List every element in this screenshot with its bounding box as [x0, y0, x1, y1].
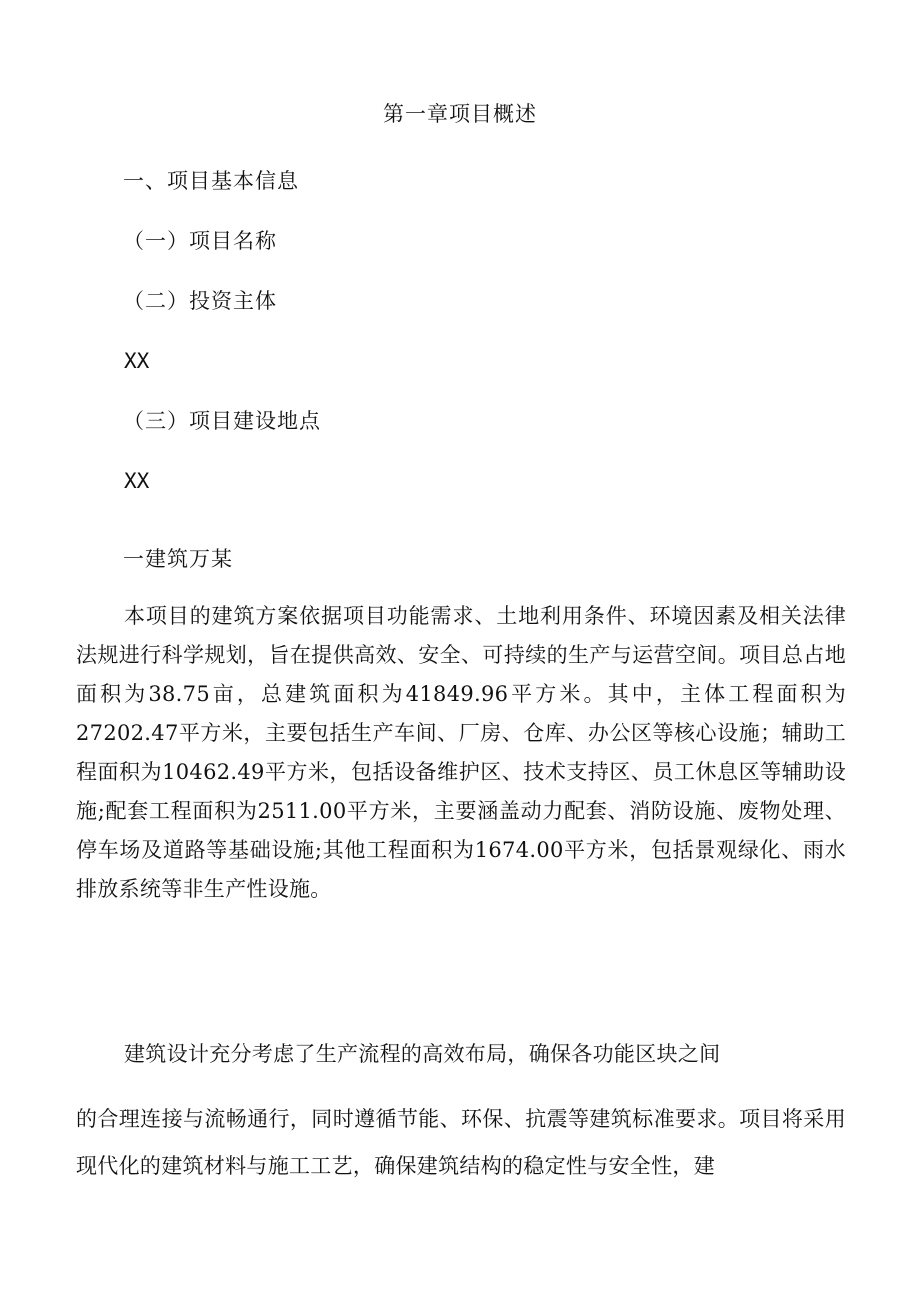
chapter-title: 第一章项目概述: [383, 102, 537, 126]
subsection-heading-investor: （二）投资主体: [123, 289, 277, 313]
subsection-heading-project-name: （一）项目名称: [123, 229, 277, 253]
design-paragraph-first-line: 建筑设计充分考虑了生产流程的高效布局，确保各功能区块之间: [124, 1042, 721, 1066]
section-heading-building-plan: 一建筑万某: [123, 547, 233, 571]
design-paragraph-continuation: 的合理连接与流畅通行，同时遵循节能、环保、抗震等建筑标准要求。项目将采用现代化的建筑材料与施工工艺，确保建筑结构的稳定性与安全性，建: [76, 1107, 846, 1178]
section-heading-basic-info: 一、项目基本信息: [123, 169, 299, 193]
building-plan-paragraph: 本项目的建筑方案依据项目功能需求、土地利用条件、环境因素及相关法律法规进行科学规划，旨在提供高效、安全、可持续的生产与运营空间。项目总占地面积为38.75亩，总建筑面积为41849.96平方米。其中，主体工程面积为27202.47平方米，主要包括生产车间、厂房、仓库、办公区等核心设施；辅助工程面积为10462.49平方米，包括设备维护区、技术支持区、员工休息区等辅助设施;配套工程面积为2511.00平方米，主要涵盖动力配套、消防设施、废物处理、停车场及道路等基础设施;其他工程面积为1674.00平方米，包括景观绿化、雨水排放系统等非生产性设施。: [76, 604, 846, 901]
subsection-heading-location: （三）项目建设地点: [123, 409, 321, 433]
investor-value: XX: [124, 349, 150, 373]
location-value: XX: [124, 469, 150, 493]
